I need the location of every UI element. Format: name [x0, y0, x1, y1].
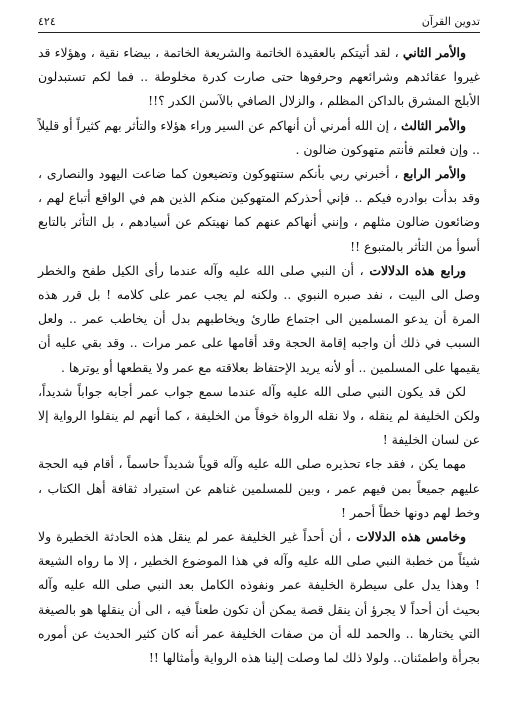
paragraph-fourth-matter — [38, 162, 480, 259]
paragraph-text: ، أن أحداً غير الخليفة عمر لم ينقل هذه الحادثة الخطيرة ولا شيئاً من خطبة النبي صلى الله عليه وآله في هذا الموضوع الخطير ، إلا ما رواه الشيعة ! وهذا يدل على سيطرة الخليفة عمر ونفوذه الكامل بعد النبي صلى الله عليه وآله بحيث أن أحداً لا يجرؤ أن ينقل قصة يمكن أن تكون طعناً فيه ، الى أن ينقلها هو بالصيغة التي يختارها .. والحمد لله أن من صفات الخليفة عمر أنه كان كثير الحديث عن أموره بجرأة واطمئنان.. ولولا ذلك لما وصلت إلينا هذه الرواية وأمثالها !! — [38, 529, 480, 666]
paragraph-text: لكن قد يكون النبي صلى الله عليه وآله عندما سمع جواب عمر أجابه جواباً شديداً، ولكن الخليفة لم ينقله ، ولا نقله الرواة خوفاً من الخليفة ، كما أنهم لم ينقلوا الرواية إلا عن لسان الخليفة ! — [38, 383, 480, 448]
page-header — [38, 14, 480, 33]
paragraph-text: ، لقد أتيتكم بالعقيدة الخاتمة والشريعة الخاتمة ، بيضاء نقية ، وهؤلاء قد غيروا عقائدهم وشرائعهم وحرفوها حتى صارت كدرة مخلوطة .. فما لكم تستبدلون الأبلج المشرق بالداكن المظلم ، والزلال الصافي بالآسن الكدر ؟!! — [38, 45, 480, 109]
paragraph-lead: والأمر الثاني — [402, 45, 466, 60]
paragraph-lead: ورابع هذه الدلالات — [369, 262, 466, 278]
book-page — [38, 14, 480, 709]
paragraph-second-matter — [38, 41, 480, 114]
page-body — [38, 41, 480, 670]
paragraph-fourth-indication — [38, 259, 480, 380]
paragraph-harsh-reply — [38, 380, 480, 453]
paragraph-text: ، أن النبي صلى الله عليه وآله عندما رأى الكيل طفح والخطر وصل الى البيت ، نفد صبره النبوي .. ولكنه لم يجب عمر على كلامه ! بل قرر هذه المرة أن يدعو المسلمين الى اجتماع طارئ ويخاطبهم بدل أن يخاطب عمر .. ولعل السبب في ذلك أن واجبه إقامة الحجة وقد أقامها على عمر مرات .. وقد بقي عليه أن يقيمها على المسلمين .. أو لأنه يريد الإحتفاظ بعلاقته مع عمر ولا يقطعها أو يوترها . — [38, 262, 480, 375]
paragraph-third-matter — [38, 114, 480, 162]
paragraph-fifth-indication — [38, 525, 480, 670]
running-title: تدوين القرآن — [421, 15, 480, 28]
paragraph-text: ، إن الله أمرني أن أنهاكم عن السير وراء هؤلاء والتأثر بهم كثيراً أو قليلاً .. وإن فعلتم فأنتم متهوكون ضالون . — [38, 117, 480, 157]
paragraph-lead: والأمر الرابع — [403, 166, 466, 182]
paragraph-lead: والأمر الثالث — [401, 117, 466, 133]
paragraph-text: ، أخبرني ربي بأنكم ستتهوكون وتضيعون كما ضاعت اليهود والنصارى ، وقد بدأت بوادره فيكم .. فإني أحذركم المتهوكين منكم الذين هم في الواقع أتباع لهم ، وضائعون ضالون مثلهم ، وإنني أنهاكم عنهم كما نهيتكم عن أسيادهم ، بل التأثر بالتابع أسوأ من التأثر بالمتبوع !! — [38, 166, 480, 254]
page-number: ٤٢٤ — [38, 15, 56, 28]
paragraph-warning — [38, 452, 480, 525]
paragraph-text: مهما يكن ، فقد جاء تحذيره صلى الله عليه وآله قوياً شديداً حاسماً ، أقام فيه الحجة عليهم جميعاً بمن فيهم عمر ، وبين للمسلمين غناهم عن استيراد ثقافة أهل الكتاب ، وخط لهم دونها خطاً أحمر ! — [38, 456, 480, 520]
paragraph-lead: وخامس هذه الدلالات — [356, 529, 466, 545]
